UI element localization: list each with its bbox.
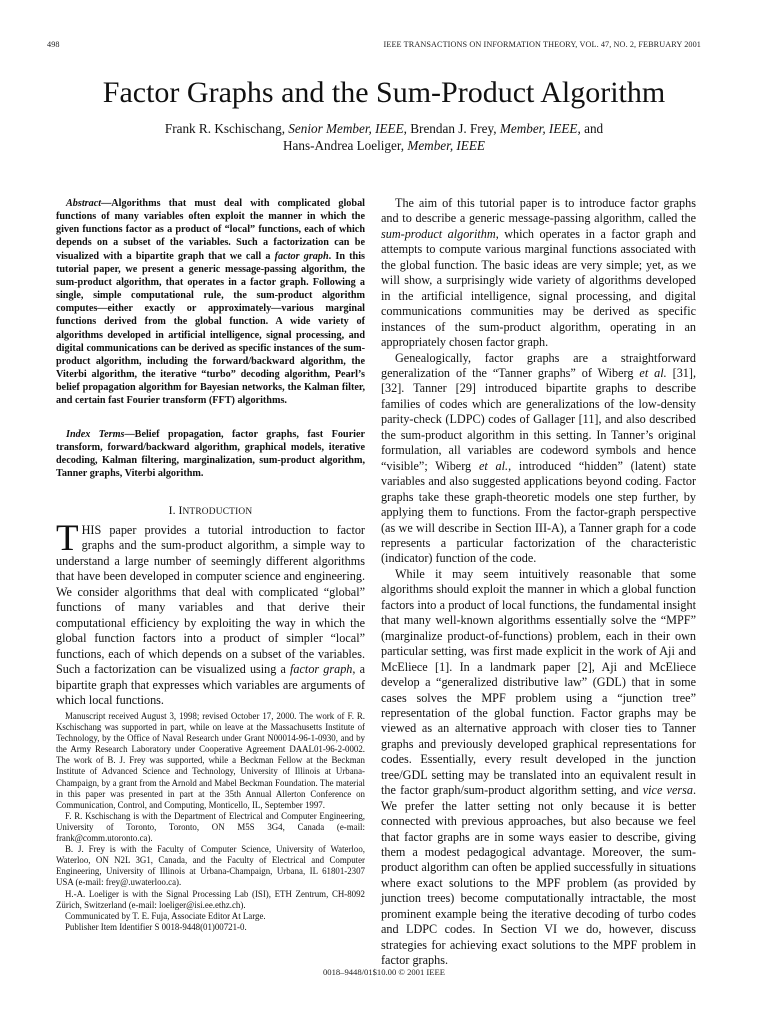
body-paragraph (381, 196, 696, 351)
author-1-name: Frank R. Kschischang, (164, 121, 285, 136)
body-term: et al. (639, 365, 667, 380)
abstract-text: . In this tutorial paper, we present a generic message-passing algorithm, the sum-product algorithm, that operates in a factor graph. Following a single, simple computational rule, the sum-product algorithm computes—either exactly or approximately—various marginal functions derived from the global function. A wide variety of algorithms developed in artificial intelligence, signal processing, and digital communications can be derived as specific instances of the sum-product algorithm, including the forward/backward algorithm, the Viterbi algorithm, the iterative “turbo” decoding algorithm, Pearl’s belief propagation algorithm for Bayesian networks, the Kalman filter, and certain fast Fourier transform (FFT) algorithms. (56, 250, 366, 407)
journal-header: IEEE TRANSACTIONS ON INFORMATION THEORY, VOL. 47, NO. 2, FEBRUARY 2001 (383, 40, 701, 49)
body-text: While it may seem intuitively reasonable that some algorithms should exploit the manner in which a global function factors into a product of local functions, the fundamental insight that many well-known algorithms essentially solve the “MPF” (marginalize product-of-functions) problem, each in their own particular setting, was first made explicit in the work of Aji and McEliece [1]. In a landmark paper [2], Aji and McEliece develop a “generalized distributive law” (GDL) that in some cases solves the MPF problem using a “junction tree” representation of the global function. Factor graphs may be viewed as an alternative approach with closer ties to Tanner graphs and previously developed graphical representations for codes. Essentially, every result developed in the junction tree/GDL setting may be translated into an equivalent result in the factor graph/sum-product algorithm setting, and (381, 566, 696, 798)
footnote-communicated: Communicated by T. E. Fuja, Associate Editor At Large. (65, 910, 266, 921)
body-term: vice versa (642, 783, 693, 798)
body-text: , introduced “hidden” (latent) state variables and also suggested applications beyond coding. Factor graphs take these graph-theoretic models one step further, by applying them to functions. From the factor-graph perspective (as we will describe in Section III-A), a Tanner graph for a code represents a particular factorization of the characteristic (indicator) function of the code. (381, 458, 696, 566)
index-terms-text: —Belief propagation, factor graphs, fast Fourier transform, forward/backward algorithm, graphical models, iterative decoding, Kalman filtering, marginalization, sum-product algorithm, Tanner graphs, Viterbi algorithm. (56, 429, 365, 480)
footnote-kschischang: F. R. Kschischang is with the Department of Electrical and Computer Engineering, University of Toronto, Toronto, ON M5S 3G4, Canada (e-mail: frank@comm.utoronto.ca). (56, 810, 365, 844)
body-paragraph (381, 351, 696, 567)
body-term: et al. (478, 458, 509, 473)
body-text: [31], [32]. Tanner [29] introduced bipartite graphs to describe families of codes which are generalizations of the low-density parity-check (LDPC) codes of Gallager [11], and also described the sum-product algorithm in this setting. In Tanner’s original formulation, all variables are codeword symbols and hence “visible”; Wiberg (381, 365, 696, 473)
abstract (56, 197, 365, 408)
body-term: sum-product algorithm (381, 226, 496, 241)
intro-text: HIS paper provides a tutorial introduction to factor graphs and the sum-product algorithm, a simple way to understand a large number of seemingly different algorithms that have been developed in computer science and engineering. We consider algorithms that deal with complicated “global” functions of many variables and that derive their computational efficiency by exploiting the way in which the global function factors into a product of simpler “local” functions, each of which depends on a subset of the variables. Such a factorization can be visualized using a (56, 523, 365, 677)
body-paragraph (381, 567, 696, 969)
intro-text: , a bipartite graph that expresses which variables are arguments of which local functions. (56, 662, 365, 707)
index-terms (56, 428, 365, 481)
section-number: I. (168, 503, 176, 517)
footnote-loeliger: H.-A. Loeliger is with the Signal Processing Lab (ISI), ETH Zentrum, CH-8092 Zürich, Switzerland (e-mail: loeliger@isi.ee.ethz.ch). (56, 888, 365, 910)
footnotes (56, 711, 365, 933)
footnote-publisher-id: Publisher Item Identifier S 0018-9448(01)00721-0. (65, 921, 247, 932)
drop-cap: T (56, 518, 79, 559)
author-3-name: Hans-Andrea Loeliger, (283, 138, 405, 153)
body-text: Genealogically, factor graphs are a straightforward generalization of the “Tanner graphs” of Wiberg (381, 350, 696, 380)
abstract-term: factor graph (274, 250, 329, 262)
body-text: , which operates in a factor graph and attempts to compute various marginal functions associated with the global function. The basic ideas are very simple; yet, as we will show, a surprisingly wide variety of algorithms developed in the artificial intelligence, signal processing, and digital communications communities may be derived as specific instances of the sum-product algorithm, operating in an appropriately chosen factor graph. (381, 226, 696, 350)
page-number: 498 (47, 40, 60, 49)
author-3-role: Member, IEEE (407, 138, 485, 153)
body-text: . We prefer the latter setting not only because it is better connected with previous approaches, but also because we feel that factor graphs are in some ways easier to describe, giving them a modest pedagogical advantage. Moreover, the sum-product algorithm can often be applied successfully in situations where exact solutions to the MPF problem (as provided by junction trees) become computationally intractable, the most prominent example being the iterative decoding of turbo codes and LDPC codes. In Section VI we do, however, discuss strategies for achieving exact solutions to the MPF problem in factor graphs. (381, 783, 697, 968)
intro-term: factor graph (290, 662, 353, 677)
author-list (0, 120, 768, 154)
section-title-rest: NTRODUCTION (182, 507, 253, 517)
footnote-frey: B. J. Frey is with the Faculty of Computer Science, University of Waterloo, Waterloo, ON N2L 3G1, Canada, and the Faculty of Electrical and Computer Engineering, University of Illinois at Urbana-Champaign, Urbana, IL 61801-2307 USA (e-mail: frey@.uwaterloo.ca). (56, 844, 365, 888)
author-separator: , (403, 121, 411, 136)
author-separator: , and (577, 121, 604, 136)
body-text: The aim of this tutorial paper is to introduce factor graphs and to describe a generic message-passing algorithm, called the (381, 196, 696, 226)
author-2-name: Brendan J. Frey, (410, 121, 497, 136)
introduction-paragraph (56, 518, 365, 708)
abstract-text: —Algorithms that must deal with complicated global functions of many variables often exploit the manner in which the given functions factor as a product of “local” functions, each of which depends on a subset of the variables. Such a factorization can be visualized with a bipartite graph that we call a (56, 198, 365, 262)
footnote-manuscript: Manuscript received August 3, 1998; revised October 17, 2000. The work of F. R. Kschischang was supported in part, while on leave at the Massachusetts Institute of Technology, by the Office of Naval Research under Grant N00014-96-1-0930, and by the Army Research Laboratory under Cooperative Agreement DAAL01-96-2-0002. The work of B. J. Frey was supported, while a Beckman Fellow at the Beckman Institute of Advanced Science and Technology, University of Illinois at Urbana-Champaign, by a grant from the Arnold and Mabel Beckman Foundation. The material in this paper was presented in part at the 35th Annual Allerton Conference on Communication, Control, and Computing, Monticello, IL, September 1997. (56, 711, 365, 810)
body-text-right-column (381, 196, 696, 969)
section-first-letter: I (178, 503, 183, 517)
author-1-role: Senior Member, IEEE (288, 121, 404, 136)
abstract-label: Abstract (66, 198, 102, 209)
section-heading (56, 503, 365, 519)
paper-title: Factor Graphs and the Sum-Product Algorithm (102, 76, 666, 109)
copyright-footer: 0018–9448/01$10.00 © 2001 IEEE (322, 967, 446, 977)
author-2-role: Member, IEEE (499, 121, 578, 136)
index-terms-label: Index Terms (66, 429, 125, 440)
